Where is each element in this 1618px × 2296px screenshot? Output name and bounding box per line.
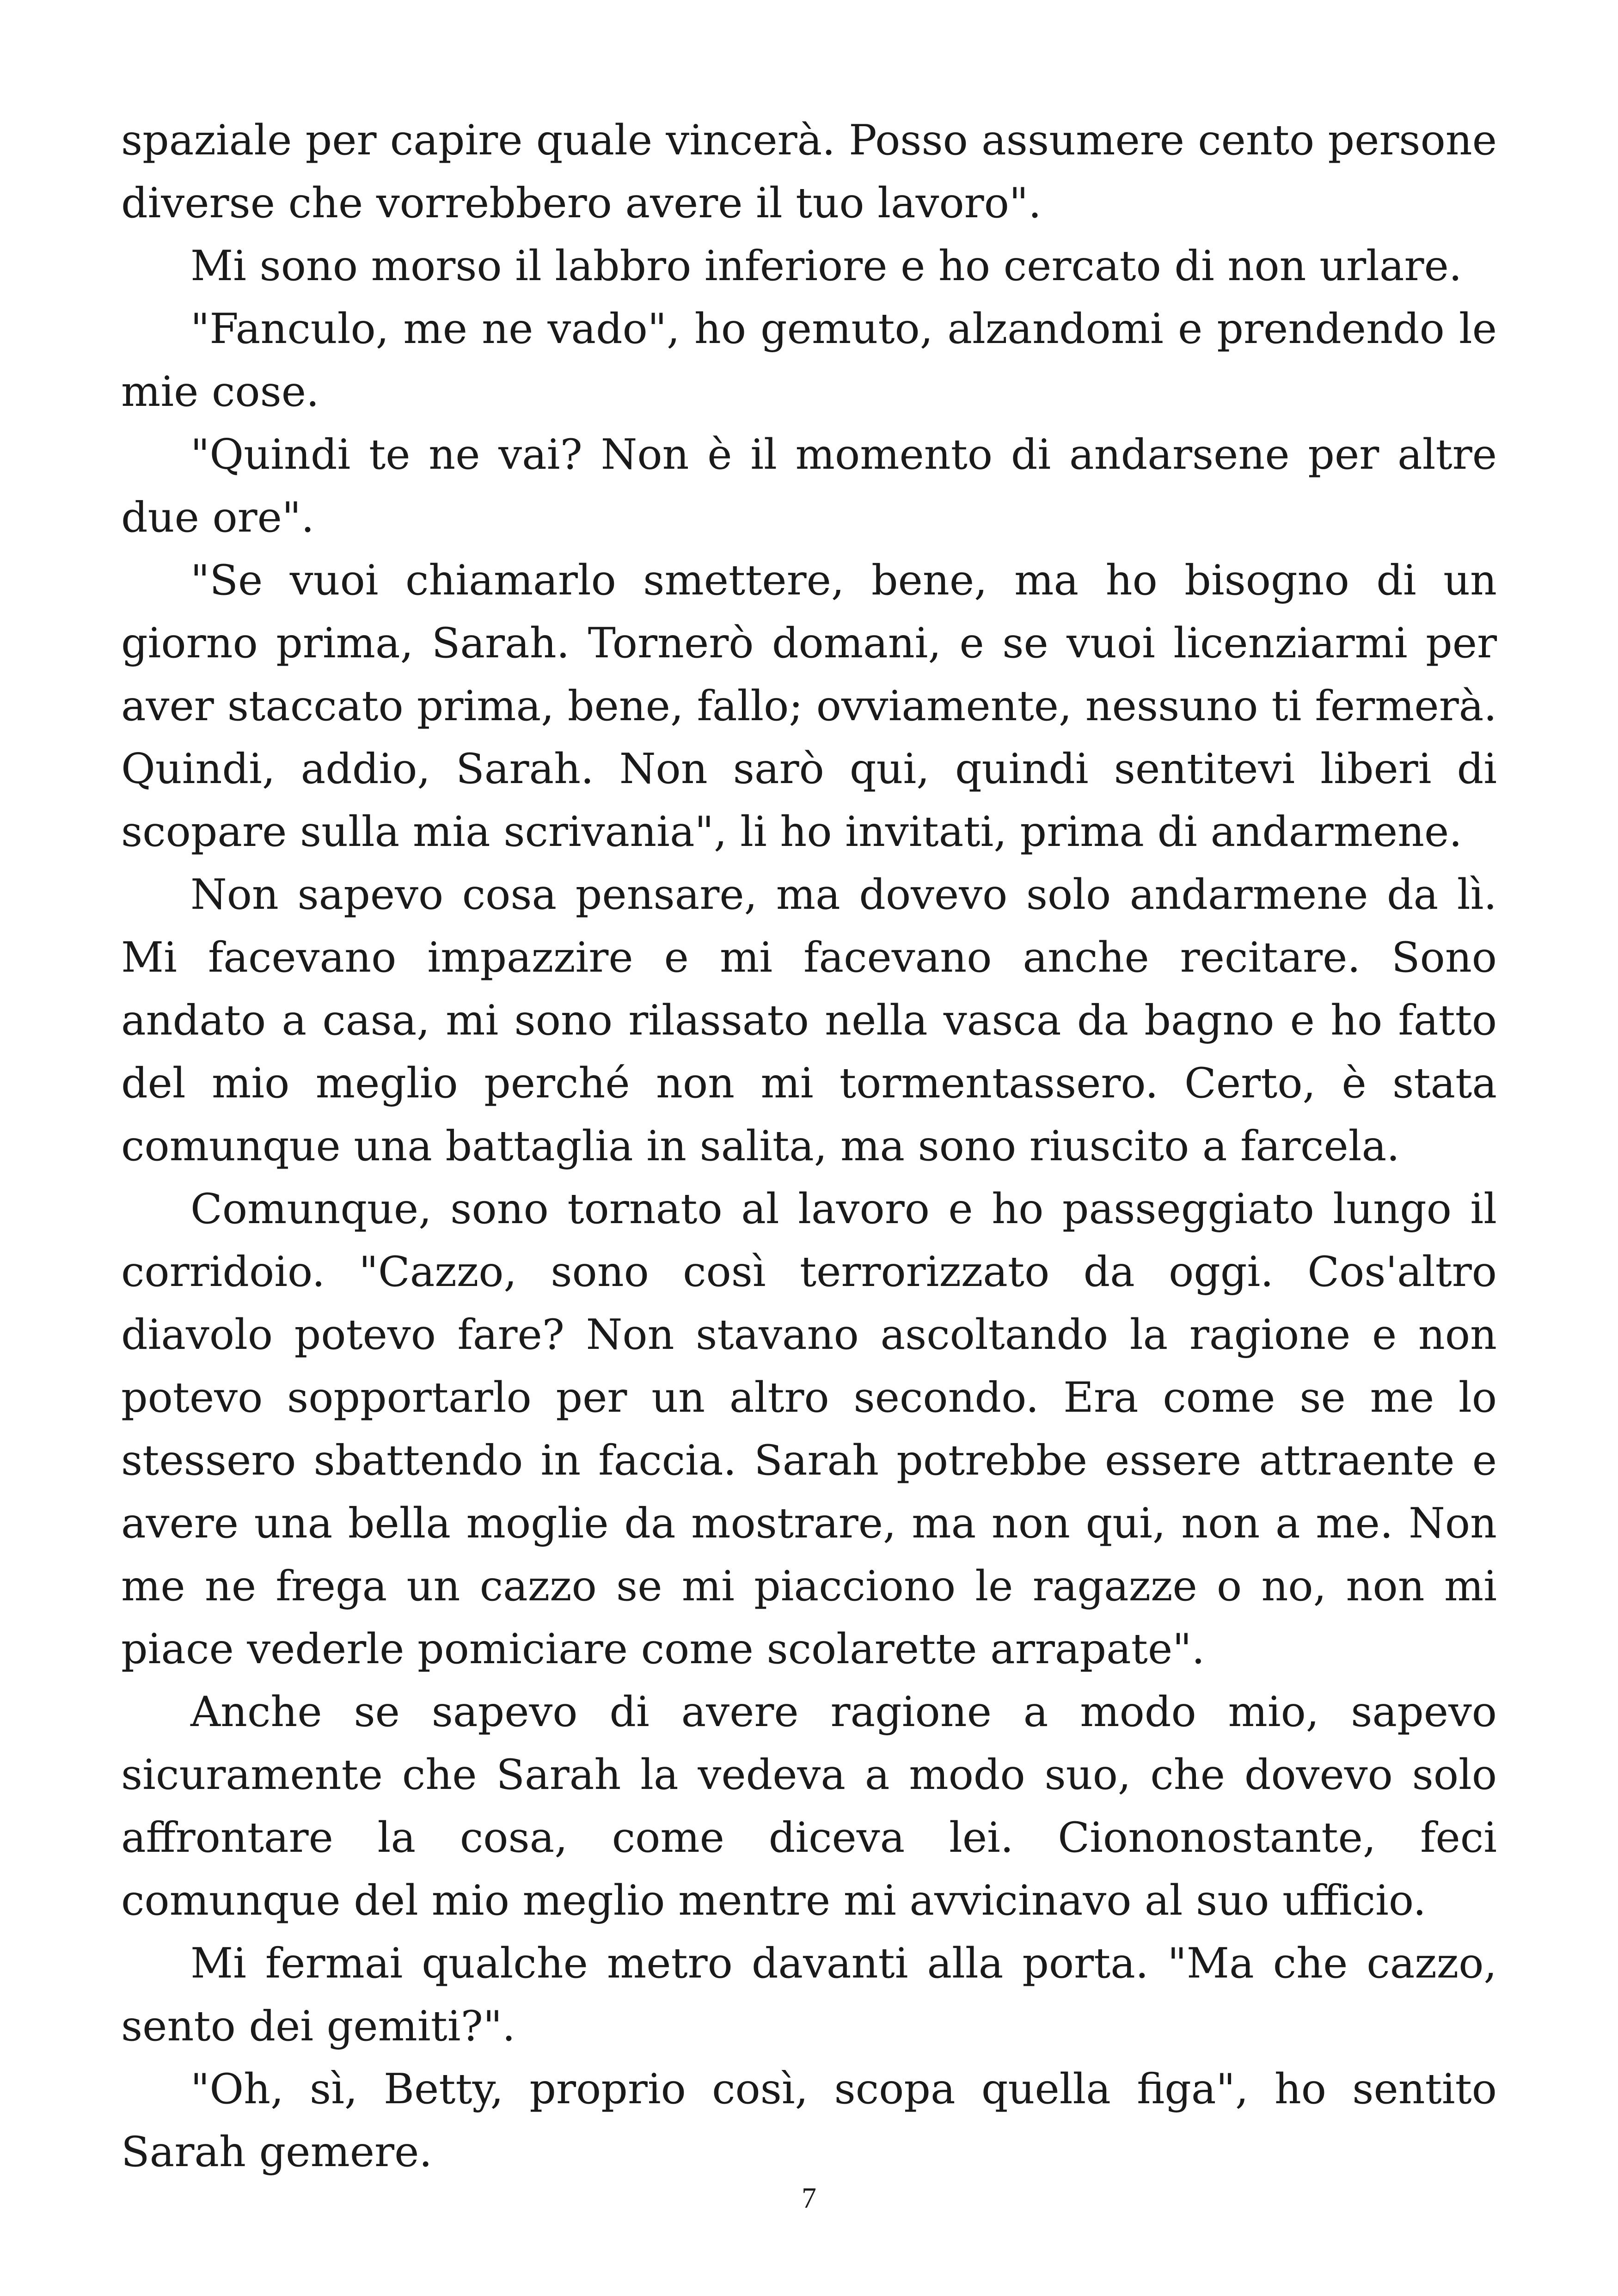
- body-text: [121, 109, 1497, 2184]
- paragraph: "Se vuoi chiamarlo smettere, bene, ma ho bisogno di un giorno prima, Sarah. Tornerò domani, e se vuoi licenziarmi per aver staccato prima, bene, fallo; ovviamente, nessuno ti fermerà. Quindi, addio, Sarah. Non sarò qui, quindi sentitevi liberi di scopare sulla mia scrivania", li ho invitati, prima di andarmene.: [121, 556, 1497, 856]
- page-number: 7: [802, 2181, 816, 2214]
- paragraph: "Oh, sì, Betty, proprio così, scopa quella figa", ho sentito Sarah gemere.: [121, 2065, 1497, 2176]
- paragraph: Comunque, sono tornato al lavoro e ho passeggiato lungo il corridoio. "Cazzo, sono così terrorizzato da oggi. Cos'altro diavolo potevo fare? Non stavano ascoltando la ragione e non potevo sopportarlo per un altro secondo. Era come se me lo stessero sbattendo in faccia. Sarah potrebbe essere attraente e avere una bella moglie da mostrare, ma non qui, non a me. Non me ne frega un cazzo se mi piacciono le ragazze o no, non mi piace vederle pomiciare come scolarette arrapate".: [121, 1185, 1497, 1673]
- paragraph: "Quindi te ne vai? Non è il momento di andarsene per altre due ore".: [121, 430, 1497, 542]
- paragraph: spaziale per capire quale vincerà. Posso assumere cento persone diverse che vorrebbero avere il tuo lavoro".: [121, 116, 1497, 227]
- paragraph: Mi sono morso il labbro inferiore e ho cercato di non urlare.: [190, 242, 1462, 290]
- paragraph: "Fanculo, me ne vado", ho gemuto, alzandomi e prendendo le mie cose.: [121, 305, 1497, 416]
- paragraph: Non sapevo cosa pensare, ma dovevo solo andarmene da lì. Mi facevano impazzire e mi facevano anche recitare. Sono andato a casa, mi sono rilassato nella vasca da bagno e ho fatto del mio meglio perché non mi tormentassero. Certo, è stata comunque una battaglia in salita, ma sono riuscito a farcela.: [121, 870, 1497, 1170]
- paragraph: Mi fermai qualche metro davanti alla porta. "Ma che cazzo, sento dei gemiti?".: [121, 1939, 1497, 2051]
- paragraph: Anche se sapevo di avere ragione a modo mio, sapevo sicuramente che Sarah la vedeva a modo suo, che dovevo solo affrontare la cosa, come diceva lei. Ciononostante, feci comunque del mio meglio mentre mi avvicinavo al suo ufficio.: [121, 1688, 1497, 1925]
